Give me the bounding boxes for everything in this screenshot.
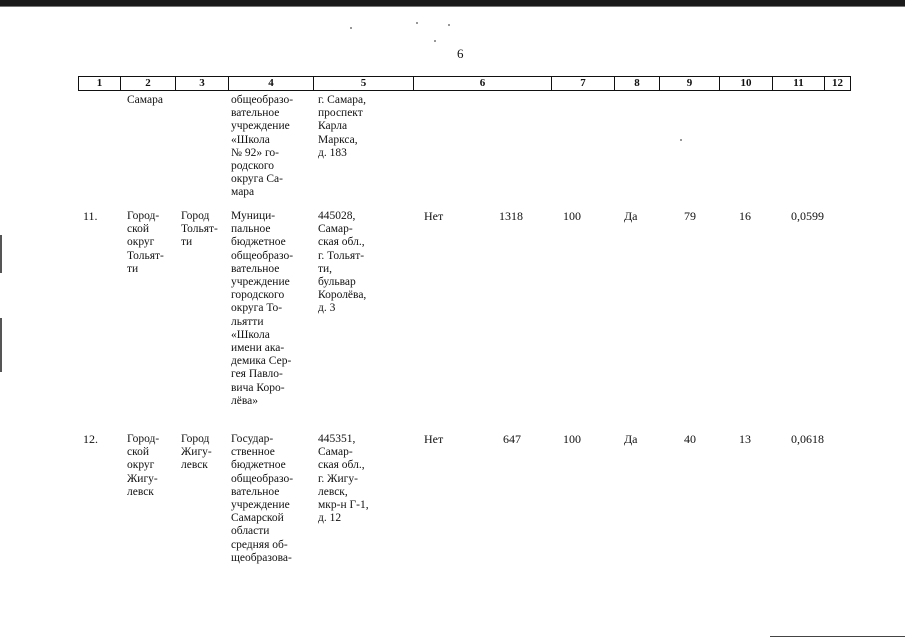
page-number: 6 [457, 46, 464, 61]
scan-bottom-line [770, 636, 905, 637]
header-col-1: 1 [79, 77, 121, 90]
cell-col6: Нет [424, 432, 444, 446]
scan-margin-mark [0, 318, 2, 372]
cell-col7: 647 [503, 432, 521, 446]
scan-speck [434, 40, 436, 42]
table-header-row [78, 76, 851, 91]
cell-col12: 0,0618 [791, 432, 824, 446]
cell-col8: 100 [563, 432, 581, 446]
scan-margin-mark [0, 235, 2, 273]
header-col-3: 3 [176, 77, 229, 90]
cell-col11: 13 [739, 432, 751, 446]
cell-col10: 40 [684, 432, 696, 446]
header-col-5: 5 [314, 77, 414, 90]
scan-speck [448, 24, 450, 26]
cell-municipality: Город- ской округ Жигу- левск [127, 433, 160, 498]
cell-col12: 0,0599 [791, 209, 824, 223]
header-col-7: 7 [552, 77, 615, 90]
header-col-12: 12 [825, 77, 851, 90]
cell-row-number: 11. [83, 209, 98, 223]
scan-top-border-shadow [0, 6, 905, 7]
cell-settlement: Город Тольят- ти [181, 210, 218, 249]
header-col-9: 9 [660, 77, 720, 90]
cell-school-name: Государ- ственное бюджетное общеобразо- вательное учреждение Самарской области средняя об- щеобразова- [231, 433, 294, 564]
cell-row-number: 12. [83, 432, 98, 446]
cell-address: г. Самара, проспект Карла Маркса, д. 183 [318, 94, 366, 159]
scan-speck [680, 139, 682, 141]
header-col-11: 11 [773, 77, 825, 90]
scan-speck [350, 27, 352, 29]
cell-col10: 79 [684, 209, 696, 223]
cell-school-name: Муници- пальное бюджетное общеобразо- вательное учреждение городского округа То- льятти «Школа имени ака- демика Сер- гея Павло- вича Коро- лёва» [231, 210, 294, 407]
header-col-8: 8 [615, 77, 660, 90]
cell-col6: Нет [424, 209, 444, 223]
header-col-4: 4 [229, 77, 314, 90]
cell-municipality: Город- ской округ Тольят- ти [127, 210, 164, 275]
cell-address: 445028, Самар- ская обл., г. Тольят- ти, бульвар Королёва, д. 3 [318, 210, 367, 315]
cell-address: 445351, Самар- ская обл., г. Жигу- левск, мкр-н Г-1, д. 12 [318, 433, 369, 525]
cell-col11: 16 [739, 209, 751, 223]
scan-speck [416, 22, 418, 24]
header-col-6: 6 [414, 77, 552, 90]
header-col-2: 2 [121, 77, 176, 90]
cell-school-name: общеобразо- вательное учреждение «Школа № 92» го- родского округа Са- мара [231, 94, 294, 199]
cell-col8: 100 [563, 209, 581, 223]
cell-settlement: Город Жигу- левск [181, 433, 212, 472]
cell-col9: Да [624, 432, 638, 446]
cell-col7: 1318 [499, 209, 523, 223]
cell-municipality: Самара [127, 94, 163, 106]
header-col-10: 10 [720, 77, 773, 90]
cell-col9: Да [624, 209, 638, 223]
